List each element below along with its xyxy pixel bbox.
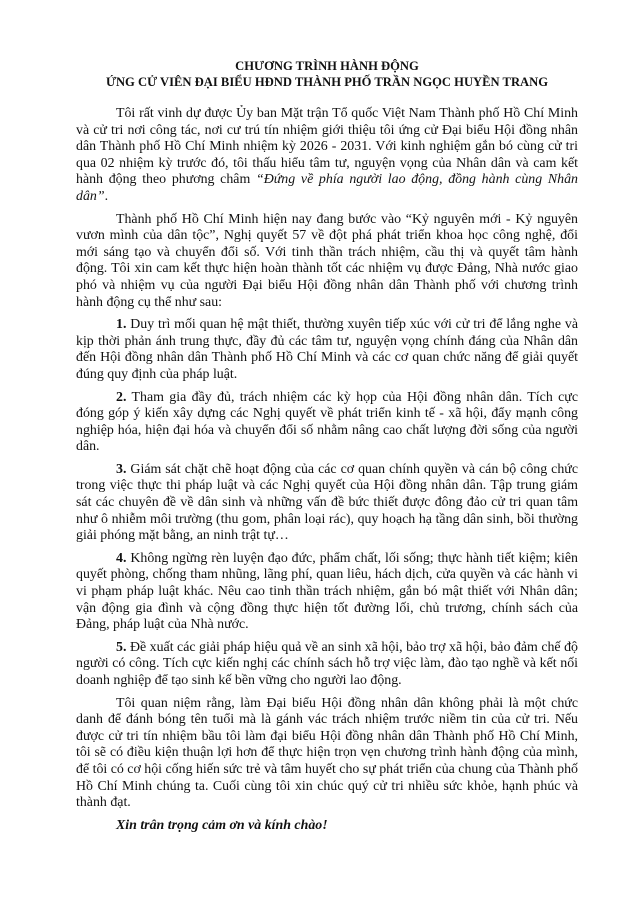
context-paragraph: Thành phố Hồ Chí Minh hiện nay đang bước vào “Kỷ nguyên mới - Kỷ nguyên vươn mình của dân tộc”, Nghị quyết 57 về đột phá phát triển khoa học công nghệ, đổi mới sáng tạo và chuyển đổi số. Với tinh thần trách nhiệm, cầu thị và quyết tâm hành động. Tôi xin cam kết thực hiện hoàn thành tốt các nhiệm vụ được Đảng, Nhà nước giao phó và nhiệm vụ của người Đại biểu Hội đồng nhân dân Thành phố với chương trình hành động cụ thể như sau:: [76, 211, 578, 310]
document-subtitle: ỨNG CỬ VIÊN ĐẠI BIỂU HĐND THÀNH PHỐ TRẦN NGỌC HUYỀN TRANG: [105, 75, 549, 89]
document-body: [76, 106, 578, 834]
action-item-text: Không ngừng rèn luyện đạo đức, phẩm chất, lối sống; thực hành tiết kiệm; kiên quyết phòng, chống tham nhũng, lãng phí, quan liêu, hách dịch, cửa quyền và các hành vi vi phạm pháp luật khác. Nêu cao tinh thần trách nhiệm, gắn bó mật thiết với Nhân dân; vận động gia đình và cộng đồng thực hiện tốt đường lối, chủ trương, chính sách của Đảng, pháp luật của Nhà nước.: [76, 550, 578, 633]
action-item: [76, 317, 578, 383]
action-item-text: Tham gia đầy đủ, trách nhiệm các kỳ họp của Hội đồng nhân dân. Tích cực đóng góp ý kiến xây dựng các Nghị quyết về phát triển kinh tế - xã hội, đẩy mạnh công nghiệp hóa, hiện đại hóa và chuyển đổi số nhằm nâng cao chất lượng đời sống của người dân.: [76, 389, 578, 455]
conclusion-paragraph: Tôi quan niệm rằng, làm Đại biểu Hội đồng nhân dân không phải là một chức danh để đánh bóng tên tuổi mà là gánh vác trách nhiệm trước niềm tin của cử tri. Nếu được cử tri tín nhiệm bầu tôi làm đại biểu Hội đồng nhân dân Thành phố Hồ Chí Minh, tôi sẽ có điều kiện thuận lợi hơn để thực hiện trọn vẹn chương trình hành động của mình, để tôi có cơ hội cống hiến sức trẻ và tâm huyết cho sự phát triển của chung của Thành phố Hồ Chí Minh chúng ta. Cuối cùng tôi xin chúc quý cử tri nhiều sức khỏe, hạnh phúc và thành đạt.: [76, 695, 578, 811]
action-item: [76, 390, 578, 456]
action-item-number: 2.: [116, 389, 127, 405]
action-item-number: 5.: [116, 639, 127, 655]
action-item-text: Đề xuất các giải pháp hiệu quả về an sinh xã hội, bảo trợ xã hội, bảo đảm chế độ người có công. Tích cực kiến nghị các chính sách hỗ trợ việc làm, đào tạo nghề và kết nối doanh nghiệp để tạo sinh kế bền vững cho người lao động.: [76, 639, 578, 688]
action-item-text: Duy trì mối quan hệ mật thiết, thường xuyên tiếp xúc với cử tri để lắng nghe và kịp thời phản ánh trung thực, đầy đủ các tâm tư, nguyện vọng chính đáng của Nhân dân đến Hội đồng nhân dân Thành phố Hồ Chí Minh và các cơ quan chức năng để giải quyết đúng quy định của pháp luật.: [76, 317, 578, 382]
action-item: [76, 462, 578, 545]
document-title: CHƯƠNG TRÌNH HÀNH ĐỘNG: [235, 59, 419, 73]
action-item-number: 4.: [116, 550, 127, 566]
action-item: [76, 640, 578, 690]
action-item-number: 1.: [116, 317, 127, 333]
action-item-number: 3.: [116, 461, 127, 477]
closing-line: Xin trân trọng cảm ơn và kính chào!: [116, 817, 328, 833]
intro-end: .: [104, 188, 109, 204]
action-item-text: Giám sát chặt chẽ hoạt động của các cơ quan chính quyền và cán bộ công chức trong việc thực thi pháp luật và các Nghị quyết của Hội đồng nhân dân. Tập trung giám sát các chuyên đề về dân sinh và những vấn đề bức thiết được đông đảo cử tri quan tâm như ô nhiễm môi trường (thu gom, phân loại rác), quy hoạch hạ tầng dân sinh, bồi thường giải phóng mặt bằng, an ninh trật tự…: [76, 461, 578, 544]
action-item: [76, 551, 578, 634]
motto-text: “Đứng về phía người lao động, đồng hành cùng Nhân dân”: [76, 172, 578, 204]
intro-paragraph: [76, 106, 578, 206]
intro-text: Tôi rất vinh dự được Ủy ban Mặt trận Tổ quốc Việt Nam Thành phố Hồ Chí Minh và cử tri nơi công tác, nơi cư trú tín nhiệm giới thiệu tôi ứng cử Đại biểu Hội đồng nhân dân Thành phố Hồ Chí Minh nhiệm kỳ 2026 - 2031. Với kinh nghiệm gắn bó cùng cử tri qua 02 nhiệm kỳ trước đó, tôi thấu hiểu tâm tư, nguyện vọng của Nhân dân và cam kết hành động theo phương châm: [76, 106, 578, 188]
